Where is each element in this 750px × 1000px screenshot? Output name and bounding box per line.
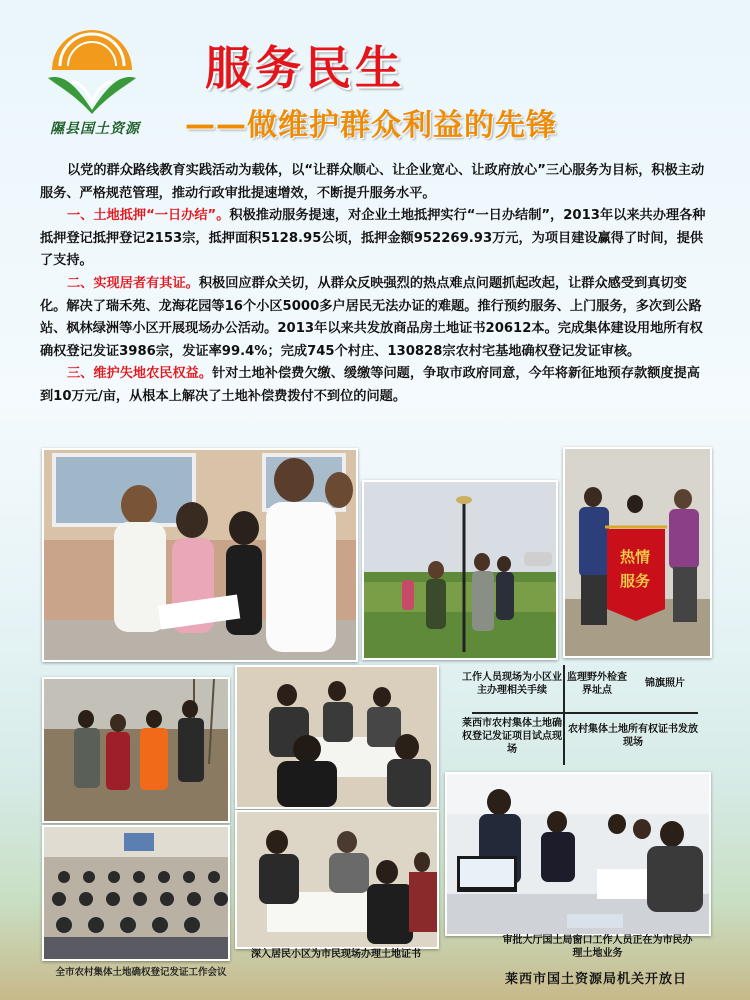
section-3-heading: 三、维护失地农民权益。 <box>67 366 213 382</box>
section-1 <box>40 205 712 273</box>
legend-pilot-site: 莱西市农村集体土地确权登记发证项目试点现场 <box>462 718 562 755</box>
photo-boundary-check <box>42 677 230 823</box>
section-1-text: 积极推动服务提速，对企业土地抵押实行“一日办结制”，2013年以来共办理各种抵押登记抵押登记2153宗，抵押面积5128.95公顷，抵押金额952269.93万元，为项目建设赢得了时间，提供了支持。 <box>40 208 706 269</box>
banner-line-1: 热情 <box>619 548 650 566</box>
logo-emblem-icon <box>42 30 142 115</box>
caption-community: 深入居民小区为市民现场办理土地证书 <box>251 949 421 960</box>
section-2-heading: 二、实现居者有其证。 <box>67 275 199 291</box>
intro-paragraph: 以党的群众路线教育实践活动为载体，以“让群众顺心、让企业宽心、让政府放心”三心服务为目标，积极主动服务、严格规范管理，推动行政审批提速增效，不断提升服务水平。 <box>40 163 705 201</box>
caption-window: 审批大厅国土局窗口工作人员正在为市民办理土地业务 <box>502 935 693 959</box>
section-1-heading: 一、土地抵押“一日办结”。 <box>67 208 230 224</box>
section-3 <box>40 363 712 408</box>
section-3-text: 针对土地补偿费欠缴、缓缴等问题，争取市政府同意，今年将新征地预存款额度提高到10万元/亩，从根本上解决了土地补偿费拨付不到位的问题。 <box>40 366 700 404</box>
photo-field-inspection <box>362 480 558 660</box>
legend-residents: 工作人员现场为小区业主办理相关手续 <box>462 672 562 696</box>
logo-text: 隰县国土资源 <box>50 121 140 137</box>
photo-conference <box>42 825 230 961</box>
photo-community-service <box>235 810 439 949</box>
page-subtitle: ——做维护群众利益的先锋 <box>185 108 557 143</box>
legend-banner-photo: 锦旗照片 <box>645 678 685 689</box>
banner-lettering <box>605 545 665 593</box>
photo-legend <box>460 665 700 765</box>
photo-village-pilot <box>235 665 439 809</box>
legend-divider-vertical <box>563 665 565 765</box>
footer-title: 莱西市国土资源局机关开放日 <box>505 972 688 987</box>
article-body <box>40 160 712 409</box>
page-title: 服务民生 <box>205 41 405 95</box>
legend-boundary-check: 监理野外检查界址点 <box>567 672 627 696</box>
section-2-text: 积极回应群众关切，从群众反映强烈的热点难点问题抓起改起，让群众感受到真切变化。解决了瑞禾苑、龙海花园等16个小区5000多户居民无法办证的难题。推行预约服务、上门服务，多次到公路站、枫林绿洲等小区开展现场办公活动。2013年以来共发放商品房土地证书20612本。完成集体建设用地所有权确权登记发证3986宗，发证率99.4%；完成745个村庄、130828宗农村宅基地确权登记发证审核。 <box>40 275 703 359</box>
legend-divider-horizontal <box>472 712 698 714</box>
logo <box>42 30 142 115</box>
banner-line-2: 服务 <box>619 572 650 590</box>
photo-service-window <box>445 772 711 936</box>
legend-certificate-issuing: 农村集体土地所有权证书发放现场 <box>568 724 698 748</box>
section-2 <box>40 273 712 363</box>
caption-meeting: 全市农村集体土地确权登记发证工作会议 <box>55 967 227 978</box>
photo-residents-paperwork <box>42 448 358 662</box>
